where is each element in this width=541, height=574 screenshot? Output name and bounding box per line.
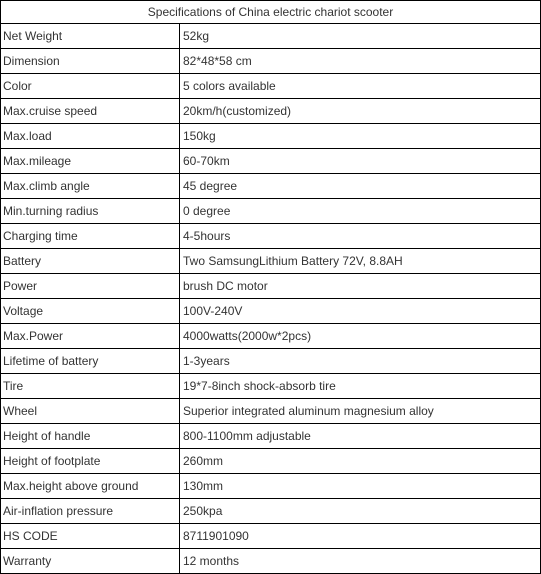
spec-value: 5 colors available [180,74,541,99]
spec-label: Charging time [1,224,180,249]
spec-value: 150kg [180,124,541,149]
spec-label: Tire [1,374,180,399]
spec-value: 82*48*58 cm [180,49,541,74]
specifications-table-body [1,1,541,574]
spec-value: 100V-240V [180,299,541,324]
spec-value: 4000watts(2000w*2pcs) [180,324,541,349]
table-row [1,324,541,349]
table-row [1,99,541,124]
table-row [1,374,541,399]
table-row [1,24,541,49]
spec-label: Max.height above ground [1,474,180,499]
spec-label: Color [1,74,180,99]
table-row [1,74,541,99]
spec-label: Max.mileage [1,149,180,174]
table-title-row [1,1,541,24]
spec-value: 130mm [180,474,541,499]
spec-value: 4-5hours [180,224,541,249]
spec-value: 12 months [180,549,541,574]
table-row [1,299,541,324]
spec-label: Height of handle [1,424,180,449]
spec-label: Lifetime of battery [1,349,180,374]
spec-value: 19*7-8inch shock-absorb tire [180,374,541,399]
table-row [1,399,541,424]
spec-value: 0 degree [180,199,541,224]
spec-value: 20km/h(customized) [180,99,541,124]
spec-value: 60-70km [180,149,541,174]
table-row [1,149,541,174]
spec-value: 800-1100mm adjustable [180,424,541,449]
spec-label: Min.turning radius [1,199,180,224]
spec-label: Max.cruise speed [1,99,180,124]
table-row [1,199,541,224]
spec-value: Two SamsungLithium Battery 72V, 8.8AH [180,249,541,274]
spec-label: Dimension [1,49,180,74]
table-row [1,274,541,299]
table-row [1,249,541,274]
table-row [1,424,541,449]
spec-label: HS CODE [1,524,180,549]
spec-value: brush DC motor [180,274,541,299]
spec-label: Power [1,274,180,299]
table-row [1,474,541,499]
spec-value: 260mm [180,449,541,474]
spec-value: 1-3years [180,349,541,374]
table-row [1,174,541,199]
spec-value: 52kg [180,24,541,49]
table-row [1,524,541,549]
table-title: Specifications of China electric chariot scooter [1,1,541,24]
spec-label: Warranty [1,549,180,574]
spec-label: Max.load [1,124,180,149]
table-row [1,549,541,574]
spec-label: Battery [1,249,180,274]
table-row [1,49,541,74]
spec-label: Max.Power [1,324,180,349]
spec-label: Wheel [1,399,180,424]
spec-label: Height of footplate [1,449,180,474]
spec-value: Superior integrated aluminum magnesium alloy [180,399,541,424]
spec-value: 45 degree [180,174,541,199]
spec-label: Net Weight [1,24,180,49]
table-row [1,449,541,474]
table-row [1,224,541,249]
spec-label: Max.climb angle [1,174,180,199]
spec-value: 8711901090 [180,524,541,549]
spec-label: Voltage [1,299,180,324]
table-row [1,124,541,149]
spec-label: Air-inflation pressure [1,499,180,524]
table-row [1,499,541,524]
spec-value: 250kpa [180,499,541,524]
table-row [1,349,541,374]
